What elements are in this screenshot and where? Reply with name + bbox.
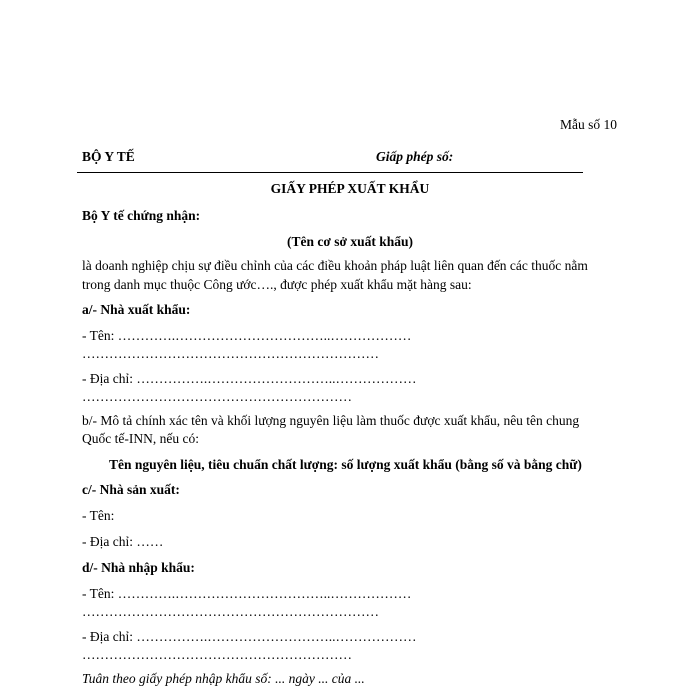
- facility-name-placeholder: (Tên cơ sở xuất khẩu): [287, 234, 413, 249]
- manufacturer-name-field: - Tên:: [82, 508, 115, 523]
- exporter-name-continuation: …………………………………………………………: [82, 346, 379, 361]
- importer-address-continuation: ……………………………………………………: [82, 647, 352, 662]
- form-number: Mẫu số 10: [560, 117, 617, 132]
- exporter-heading: a/- Nhà xuất khẩu:: [82, 302, 191, 317]
- ministry-name: BỘ Y TẾ: [82, 149, 135, 164]
- manufacturer-address-field: - Địa chỉ: ……: [82, 534, 164, 549]
- exporter-name-field: - Tên: ………….……………………………..………………: [82, 328, 412, 343]
- importer-heading: d/- Nhà nhập khẩu:: [82, 560, 195, 575]
- import-permit-reference: Tuân theo giấy phép nhập khẩu số: ... ngày ... của ...: [82, 671, 365, 686]
- document-title: GIẤY PHÉP XUẤT KHẨU: [270, 181, 430, 196]
- permit-number-label: Giấp phép số:: [376, 149, 454, 164]
- intro-line-1: là doanh nghiệp chịu sự điều chỉnh của các điều khoản pháp luật liên quan đến các thuốc nằm: [82, 258, 588, 273]
- section-b-line-2: Quốc tế-INN, nếu có:: [82, 431, 199, 446]
- certify-statement: Bộ Y tế chứng nhận:: [82, 208, 201, 223]
- importer-name-field: - Tên: ………….……………………………..………………: [82, 586, 412, 601]
- material-header: Tên nguyên liệu, tiêu chuẩn chất lượng: số lượng xuất khẩu (bằng số và bằng chữ): [109, 457, 582, 472]
- intro-line-2: trong danh mục thuộc Công ước…., được phép xuất khẩu mặt hàng sau:: [82, 277, 472, 292]
- importer-address-field: - Địa chỉ: …………….………………………..………………: [82, 629, 417, 644]
- header-divider: [77, 172, 583, 173]
- importer-name-continuation: …………………………………………………………: [82, 604, 379, 619]
- section-b-line-1: b/- Mô tả chính xác tên và khối lượng nguyên liệu làm thuốc được xuất khẩu, nêu tên chung: [82, 413, 580, 428]
- exporter-address-continuation: ……………………………………………………: [82, 389, 352, 404]
- manufacturer-heading: c/- Nhà sản xuất:: [82, 482, 180, 497]
- exporter-address-field: - Địa chỉ: …………….………………………..………………: [82, 371, 417, 386]
